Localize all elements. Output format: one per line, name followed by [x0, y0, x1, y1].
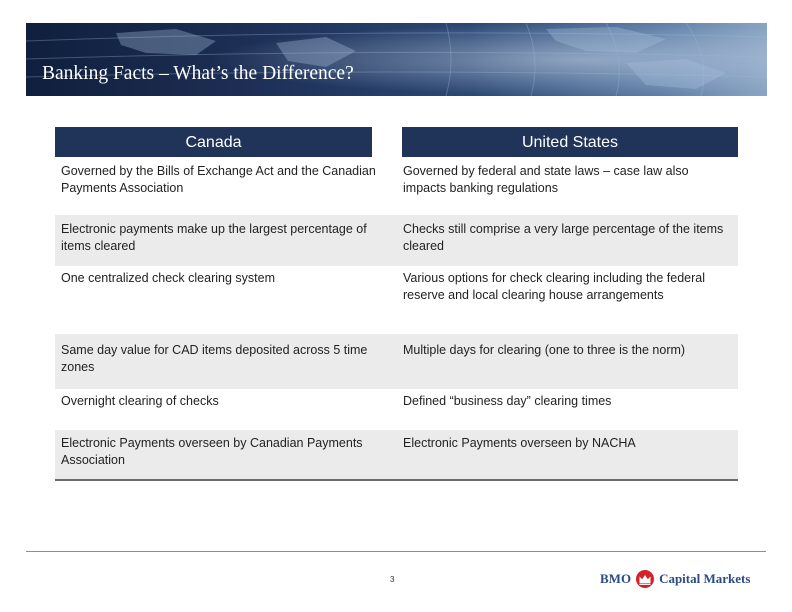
bmo-capital-markets-logo	[600, 568, 750, 590]
canada-cell: Electronic Payments overseen by Canadian Payments Association	[61, 436, 363, 467]
table-row	[55, 266, 738, 333]
canada-cell: One centralized check clearing system	[61, 271, 275, 285]
us-cell: Checks still comprise a very large percentage of the items cleared	[403, 222, 724, 253]
page-number: 3	[390, 575, 395, 584]
world-map-graphic	[26, 23, 767, 96]
slide-title: Banking Facts – What’s the Difference?	[42, 63, 354, 84]
table-row	[55, 389, 738, 429]
canada-cell: Electronic payments make up the largest percentage of items cleared	[61, 222, 367, 253]
table-row	[55, 430, 738, 479]
footer-divider	[26, 551, 766, 552]
header-canada: Canada	[55, 127, 372, 157]
us-cell: Electronic Payments overseen by NACHA	[403, 436, 636, 450]
table-row	[55, 215, 738, 266]
logo-brand-name: Capital Markets	[659, 571, 751, 586]
bmo-roundel-icon	[636, 570, 654, 588]
us-cell: Governed by federal and state laws – case law also impacts banking regulations	[403, 164, 689, 195]
table-row	[55, 163, 738, 213]
title-banner	[26, 23, 767, 96]
us-cell: Multiple days for clearing (one to three is the norm)	[403, 343, 686, 357]
table-row	[55, 334, 738, 389]
table-bottom-rule	[55, 479, 738, 481]
us-cell: Various options for check clearing including the federal reserve and local clearing house arrangements	[403, 271, 706, 302]
us-cell: Defined “business day” clearing times	[403, 394, 612, 408]
canada-cell: Same day value for CAD items deposited across 5 time zones	[61, 343, 368, 374]
logo-brand-prefix: BMO	[600, 571, 632, 586]
canada-cell: Governed by the Bills of Exchange Act and the Canadian Payments Association	[61, 164, 376, 195]
canada-cell: Overnight clearing of checks	[61, 394, 219, 408]
header-united-states: United States	[402, 127, 738, 157]
